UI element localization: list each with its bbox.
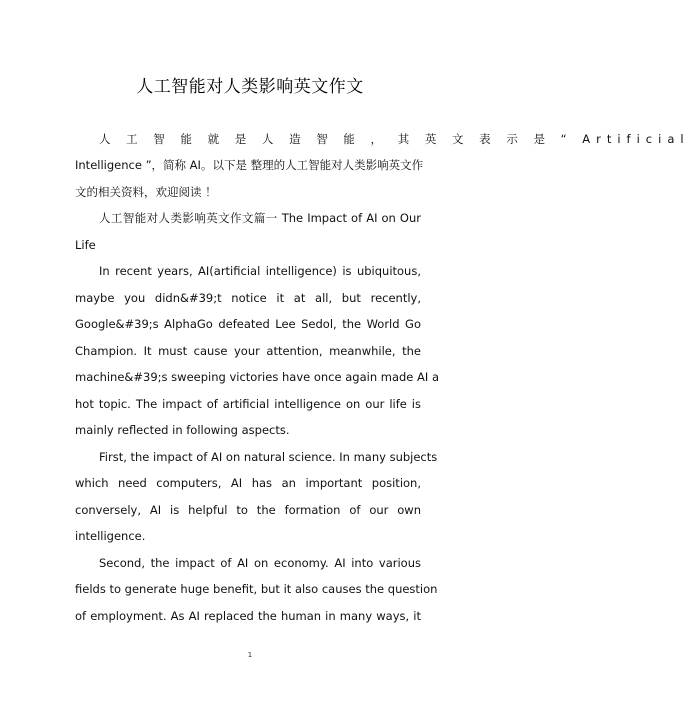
paragraph-line: Intelligence ”，简称 AI。以下是 整理的人工智能对人类影响英文作 (75, 158, 424, 172)
paragraph-line: 人工智能对人类影响英文作文篇一 The Impact of AI on Our (99, 211, 421, 225)
paragraph-line: 文的相关资料，欢迎阅读 ！ (75, 185, 217, 199)
document-title: 人工智能对人类影响英文作文 (136, 77, 364, 97)
paragraph-line: 人 工 智 能 就 是 人 造 智 能 ， 其 英 文 表 示 是 “ Artificial (99, 132, 690, 146)
paragraph-line: intelligence. (75, 529, 146, 543)
paragraph-line: of employment. As AI replaced the human in many ways, it (75, 609, 421, 623)
paragraph-line: First, the impact of AI on natural science. In many subjects (99, 450, 438, 464)
paragraph-line: Google&#39;s AlphaGo defeated Lee Sedol, the World Go (75, 317, 421, 331)
paragraph-line: Second, the impact of AI on economy. AI into various (99, 556, 421, 570)
paragraph-line: which need computers, AI has an important position, (75, 476, 421, 490)
page-number: 1 (247, 651, 253, 659)
paragraph-line: Champion. It must cause your attention, meanwhile, the (75, 344, 421, 358)
paragraph-line: maybe you didn&#39;t notice it at all, but recently, (75, 291, 421, 305)
paragraph-line: fields to generate huge benefit, but it also causes the question (75, 582, 438, 596)
paragraph-line: machine&#39;s sweeping victories have once again made AI a (75, 370, 440, 384)
paragraph-line: mainly reflected in following aspects. (75, 423, 290, 437)
paragraph-line: conversely, AI is helpful to the formation of our own (75, 503, 421, 517)
paragraph-line: hot topic. The impact of artificial intelligence on our life is (75, 397, 421, 411)
paragraph-line: In recent years, AI(artificial intelligence) is ubiquitous, (99, 264, 421, 278)
paragraph-line: Life (75, 238, 96, 252)
